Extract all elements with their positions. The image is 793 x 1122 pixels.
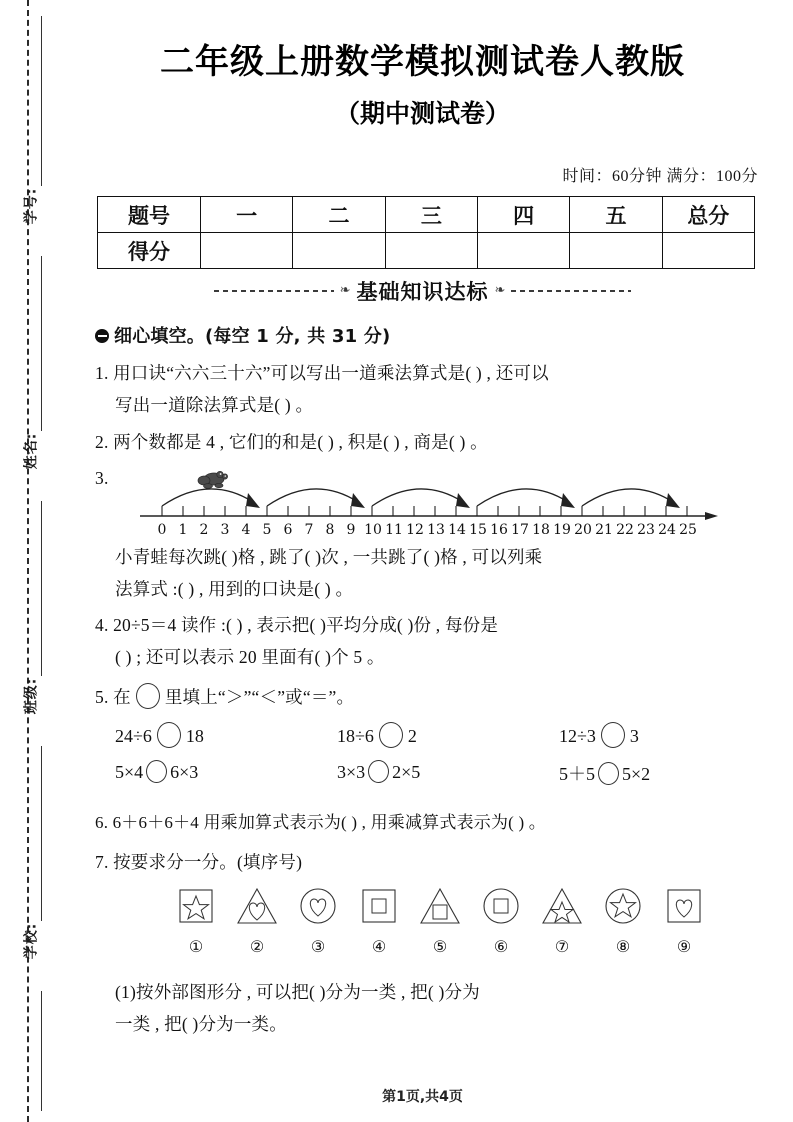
shape-number-6: ⑥ <box>493 937 509 956</box>
sidebar-field-class <box>0 677 60 715</box>
banner-dash-left <box>214 288 334 295</box>
binding-sidebar <box>0 0 60 1122</box>
svg-text:11: 11 <box>385 522 403 538</box>
sidebar-field-school <box>0 922 60 960</box>
svg-text:3: 3 <box>220 522 230 538</box>
question-1-line-2: 写出一道除法算式是( ) 。 <box>115 395 314 415</box>
table-row-headers <box>98 197 755 233</box>
question-4-line-2: ( ) ; 还可以表示 20 里面有( )个 5 。 <box>115 647 385 667</box>
leaf-ornament-icon: ❧ <box>339 282 351 297</box>
comparison-left-5: 3×3 <box>337 762 366 782</box>
shape-item-8[interactable] <box>597 886 649 956</box>
svg-text:7: 7 <box>304 522 314 538</box>
compare-circle-6[interactable] <box>598 762 619 785</box>
banner-dash-right <box>511 288 631 295</box>
svg-text:13: 13 <box>427 522 445 538</box>
svg-text:24: 24 <box>658 522 676 538</box>
comparison-item-4 <box>115 760 198 783</box>
question-5-prompt-a: 5. 在 <box>95 687 131 707</box>
question-7-sub1-line-2: 一类 , 把( )分为一类。 <box>115 1014 287 1034</box>
part-one-heading <box>95 322 390 352</box>
comparison-item-6 <box>559 760 650 786</box>
exam-meta-info: 时间：60分钟 满分：100分 <box>562 168 758 185</box>
frog-icon <box>195 468 231 490</box>
score-cell-4[interactable] <box>477 233 569 269</box>
svg-text:10: 10 <box>364 522 382 538</box>
comparison-item-2 <box>337 722 417 748</box>
question-7-sub1-line-1: (1)按外部图形分 , 可以把( )分为一类 , 把( )分为 <box>115 982 480 1002</box>
circle-with-star-icon <box>600 886 646 930</box>
triangle-with-star-icon <box>539 886 585 930</box>
comparison-left-4: 5×4 <box>115 762 144 782</box>
comparison-right-2: 2 <box>407 726 417 746</box>
shape-number-9: ⑨ <box>676 937 692 956</box>
comparison-item-1 <box>115 722 204 748</box>
part-one-heading-text: 细心填空。(每空 1 分, 共 31 分) <box>114 326 391 347</box>
comparison-right-5: 2×5 <box>392 762 421 782</box>
score-table-col-4: 四 <box>477 197 569 233</box>
svg-text:22: 22 <box>616 522 634 538</box>
question-3-line-1: 小青蛙每次跳( )格 , 跳了( )次 , 一共跳了( )格 , 可以列乘 <box>115 547 543 567</box>
compare-circle-1[interactable] <box>157 722 181 748</box>
comparison-right-4: 6×3 <box>170 762 199 782</box>
question-5-prompt <box>95 682 354 712</box>
sidebar-field-student-id <box>0 187 60 225</box>
svg-text:15: 15 <box>469 522 487 538</box>
square-with-heart-icon <box>661 886 707 930</box>
score-table-col-total: 总分 <box>662 197 754 233</box>
question-1-line-1: 1. 用口诀“六六三十六”可以写出一道乘法算式是( ) , 还可以 <box>95 363 549 383</box>
sidebar-label-name: 姓名: <box>22 432 39 470</box>
question-3-label: 3. <box>95 468 109 488</box>
score-cell-1[interactable] <box>201 233 293 269</box>
section-banner <box>60 276 785 306</box>
exam-page <box>60 0 793 1122</box>
svg-text:2: 2 <box>199 522 209 538</box>
shape-number-2: ② <box>249 937 265 956</box>
svg-text:4: 4 <box>241 522 251 538</box>
score-table-row-label: 题号 <box>98 197 201 233</box>
score-cell-2[interactable] <box>293 233 385 269</box>
svg-text:23: 23 <box>637 522 655 538</box>
score-cell-3[interactable] <box>385 233 477 269</box>
compare-circle-4[interactable] <box>146 760 167 783</box>
sidebar-label-class: 班级: <box>22 677 39 715</box>
score-table <box>97 196 755 269</box>
circle-with-heart-icon <box>295 886 341 930</box>
triangle-with-square-icon <box>417 886 463 930</box>
comparison-left-2: 18÷6 <box>337 726 374 746</box>
question-7-heading: 7. 按要求分一分。(填序号) <box>95 852 303 872</box>
page-footer: 第1页,共4页 <box>382 1089 463 1105</box>
shape-number-8: ⑧ <box>615 937 631 956</box>
sidebar-divider <box>41 256 42 431</box>
svg-text:16: 16 <box>490 522 508 538</box>
shape-item-7[interactable] <box>536 886 588 956</box>
sidebar-field-name <box>0 432 60 470</box>
part-number-icon <box>95 329 109 343</box>
svg-text:8: 8 <box>325 522 335 538</box>
question-6: 6. 6＋6＋6＋4 用乘加算式表示为( ) , 用乘减算式表示为( ) 。 <box>95 813 546 832</box>
compare-circle-5[interactable] <box>368 760 389 783</box>
shape-item-1[interactable] <box>170 886 222 956</box>
svg-text:1: 1 <box>178 522 188 538</box>
score-table-col-2: 二 <box>293 197 385 233</box>
table-row-scores <box>98 233 755 269</box>
question-4-line-1: 4. 20÷5＝4 读作 :( ) , 表示把( )平均分成( )份 , 每份是 <box>95 615 499 635</box>
svg-text:14: 14 <box>448 522 466 538</box>
compare-circle-3[interactable] <box>601 722 625 748</box>
score-table-col-5: 五 <box>570 197 662 233</box>
comparison-left-1: 24÷6 <box>115 726 152 746</box>
svg-text:18: 18 <box>532 522 550 538</box>
sidebar-divider <box>41 991 42 1111</box>
svg-text:9: 9 <box>346 522 356 538</box>
score-table-col-3: 三 <box>385 197 477 233</box>
shape-item-6[interactable] <box>475 886 527 956</box>
compare-circle-blank[interactable] <box>136 683 160 709</box>
compare-circle-2[interactable] <box>379 722 403 748</box>
sidebar-label-school: 学校: <box>22 922 39 960</box>
score-cell-5[interactable] <box>570 233 662 269</box>
circle-with-square-icon <box>478 886 524 930</box>
sidebar-divider <box>41 501 42 676</box>
comparison-right-3: 3 <box>629 726 639 746</box>
shape-number-1: ① <box>188 937 204 956</box>
shape-item-5[interactable] <box>414 886 466 956</box>
question-3-line-2: 法算式 :( ) , 用到的口诀是( ) 。 <box>115 579 354 599</box>
svg-text:0: 0 <box>157 522 167 538</box>
svg-text:17: 17 <box>511 522 529 538</box>
sidebar-divider <box>41 746 42 921</box>
comparison-left-6: 5＋5 <box>559 764 595 784</box>
leaf-ornament-icon: ❧ <box>494 282 506 297</box>
shape-item-4[interactable] <box>353 886 405 956</box>
svg-text:5: 5 <box>262 522 272 538</box>
comparison-item-5 <box>337 760 420 783</box>
shape-number-7: ⑦ <box>554 937 570 956</box>
score-table-col-1: 一 <box>201 197 293 233</box>
svg-text:6: 6 <box>283 522 293 538</box>
score-table-row-label: 得分 <box>98 233 201 269</box>
page-subtitle: （期中测试卷） <box>334 99 510 128</box>
square-with-star-icon <box>173 886 219 930</box>
triangle-with-heart-icon <box>234 886 280 930</box>
shape-classification-row <box>170 886 710 956</box>
svg-text:12: 12 <box>406 522 424 538</box>
section-title: 基础知识达标 <box>356 280 489 304</box>
svg-text:21: 21 <box>595 522 613 538</box>
comparison-item-3 <box>559 722 639 748</box>
score-cell-total[interactable] <box>662 233 754 269</box>
svg-text:20: 20 <box>574 522 592 538</box>
shape-number-4: ④ <box>371 937 387 956</box>
svg-text:25: 25 <box>679 522 697 538</box>
sidebar-divider <box>41 16 42 186</box>
shape-item-9[interactable] <box>658 886 710 956</box>
number-line-figure <box>140 468 720 540</box>
shape-item-2[interactable] <box>231 886 283 956</box>
comparison-right-1: 18 <box>185 726 204 746</box>
shape-number-3: ③ <box>310 937 326 956</box>
sidebar-label-student-id: 学号: <box>22 187 39 225</box>
question-2: 2. 两个数都是 4 , 它们的和是( ) , 积是( ) , 商是( ) 。 <box>95 432 488 452</box>
square-with-square-icon <box>356 886 402 930</box>
shape-item-3[interactable] <box>292 886 344 956</box>
shape-number-5: ⑤ <box>432 937 448 956</box>
svg-text:19: 19 <box>553 522 571 538</box>
question-5-prompt-b: 里填上“＞”“＜”或“＝”。 <box>164 687 355 707</box>
comparison-left-3: 12÷3 <box>559 726 596 746</box>
page-title: 二年级上册数学模拟测试卷人教版 <box>160 42 685 82</box>
comparison-right-6: 5×2 <box>622 764 651 784</box>
